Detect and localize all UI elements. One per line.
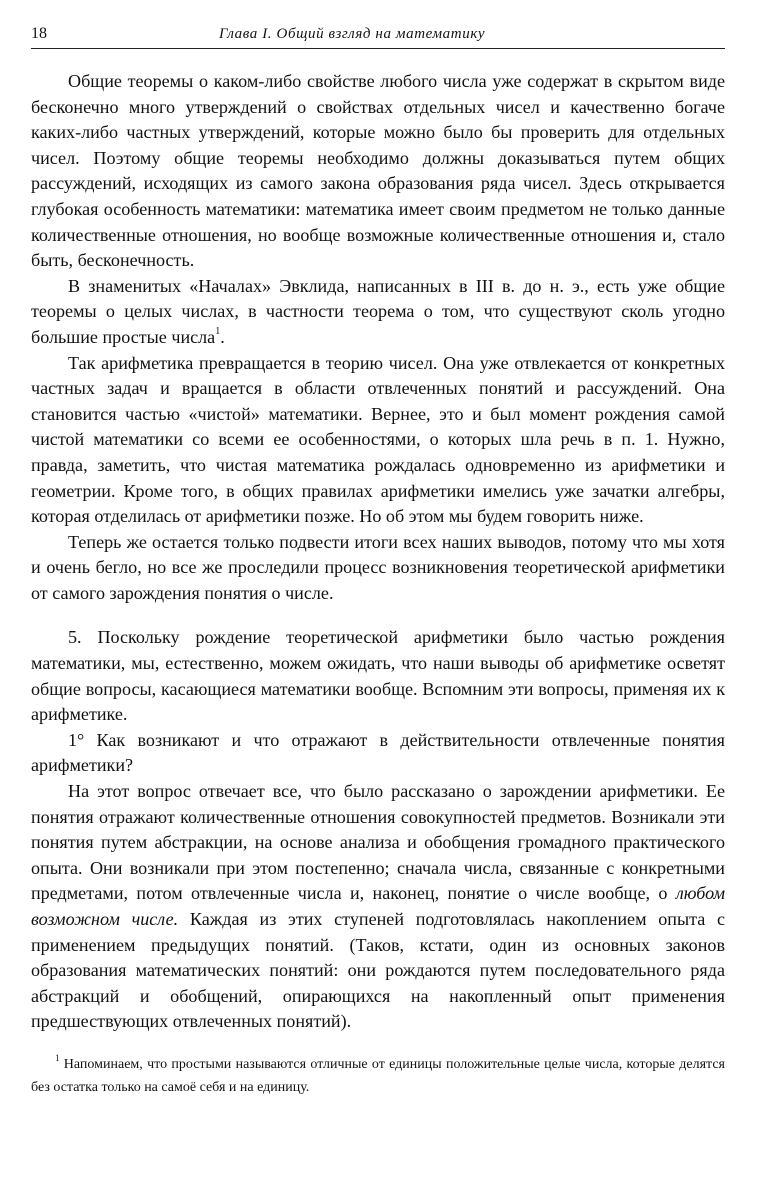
paragraph-2 [31, 274, 725, 351]
paragraph-2-text: В знаменитых «Началах» Эвклида, написанных в III в. до н. э., есть уже общие теоремы о целых числах, в частности теорема о том, что существуют сколь угодно большие простые числа [31, 275, 725, 347]
footnote-mark[interactable]: 1 [215, 325, 221, 337]
section-5-paragraph: 5. Поскольку рождение теоретической арифметики было частью рождения математики, мы, естественно, можем ожидать, что наши выводы об арифметике осветят общие вопросы, касающиеся математики вообще. Вспомним эти вопросы, применяя их к арифметике. [31, 627, 725, 725]
paragraph-4: Теперь же остается только подвести итоги всех наших выводов, потому что мы хотя и очень бегло, но все же проследили процесс возникновения теоретической арифметики от самого зарождения понятия о числе. [31, 531, 725, 603]
book-page [31, 22, 725, 1182]
page-header [31, 22, 725, 49]
body-text [31, 69, 725, 1035]
paragraph-7-part-a: На этот вопрос отвечает все, что было рассказано о зарождении арифметики. Ее понятия отражают количественные отношения совокупностей предметов. Возникали эти понятия путем абстракции, на основе анализа и обобщения громадного практического опыта. Они возникали при этом постепенно; сначала числа, связанные с конкретными предметами, потом отвлеченные числа и, наконец, понятие о числе вообще, о [31, 781, 725, 904]
running-head: Глава I. Общий взгляд на математику [219, 26, 486, 42]
footnote [31, 1053, 725, 1099]
footnote-text: Напоминаем, что простыми называются отличные от единицы положительные целые числа, которые делятся без остатка только на самоё себя и на единицу. [31, 1056, 725, 1095]
paragraph-2-end: . [220, 326, 225, 347]
question-1: 1° Как возникают и что отражают в действительности отвлеченные понятия арифметики? [31, 729, 725, 776]
paragraph-7-italic: любом возможном числе. [31, 883, 725, 929]
paragraph-7-part-b: Каждая из этих ступеней подготовлялась накоплением опыта с применением предыдущих понятий. (Таков, кстати, один из основных законов образования математических понятий: они рождаются путем последовательного ряда абстракций и обобщений, опирающихся на накопленный опыт применения предшествующих отвлеченных понятий). [31, 909, 726, 1032]
paragraph-3: Так арифметика превращается в теорию чисел. Она уже отвлекается от конкретных частных задач и вращается в области отвлеченных понятий и рассуждений. Она становится частью «чистой» математики. Вернее, это и был момент рождения самой чистой математики со всеми ее особенностями, о которых шла речь в п. 1. Нужно, правда, заметить, что чистая математика рождалась одновременно из арифметики и геометрии. Кроме того, в общих правилах арифметики имелись уже зачатки алгебры, которая отделилась от арифметики позже. Но об этом мы будем говорить ниже. [31, 352, 725, 527]
paragraph-7 [31, 779, 725, 1035]
paragraph-1: Общие теоремы о каком-либо свойстве любого числа уже содержат в скрытом виде бесконечно много утверждений о свойствах отдельных чисел и качественно богаче каких-либо частных утверждений, которые можно было бы проверить для отдельных чисел. Поэтому общие теоремы необходимо должны доказываться путем общих рассуждений, исходящих из самого закона образования ряда чисел. Здесь открывается глубокая особенность математики: математика имеет своим предметом не только данные количественные отношения, но вообще возможные количественные отношения и, стало быть, бесконечность. [31, 71, 725, 271]
footnote-number: 1 [55, 1053, 60, 1064]
page-number: 18 [31, 25, 47, 42]
